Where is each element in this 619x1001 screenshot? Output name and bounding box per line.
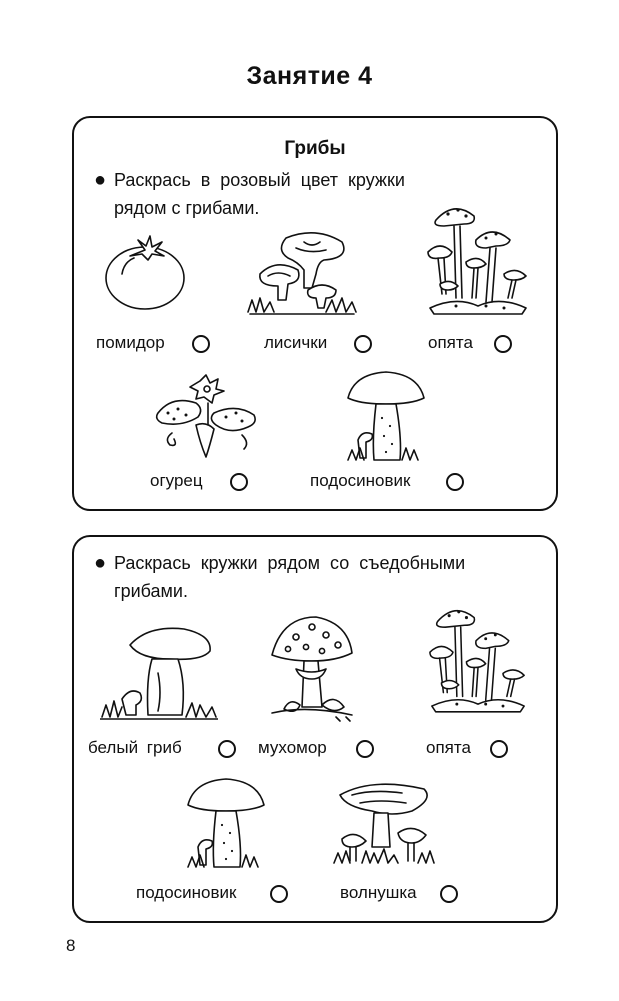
- instruction-line-1: Раскрась кружки рядом со съедобными: [114, 553, 466, 573]
- answer-circle-chanterelle[interactable]: [354, 335, 372, 353]
- answer-circle-cucumber[interactable]: [230, 473, 248, 491]
- item-label: помидор: [96, 333, 165, 352]
- instruction: [94, 549, 466, 605]
- instruction: [94, 166, 405, 222]
- answer-circle-fly-agaric[interactable]: [356, 740, 374, 758]
- item-label: опята: [426, 738, 471, 757]
- honey-mushroom-icon: [426, 198, 530, 316]
- chanterelle-icon: [246, 228, 358, 316]
- item-label: мухомор: [258, 738, 327, 757]
- mushrooms-exercise-panel: [72, 116, 558, 511]
- woolly-milkcap-icon: [332, 777, 436, 869]
- answer-circle-honey-mushroom[interactable]: [490, 740, 508, 758]
- instruction-line-2: рядом с грибами.: [114, 198, 260, 218]
- honey-mushroom-icon: [428, 597, 528, 717]
- item-label: лисички: [264, 333, 328, 352]
- page-number: 8: [66, 936, 76, 955]
- porcini-icon: [100, 623, 218, 723]
- instruction-line-1: Раскрась в розовый цвет кружки: [114, 170, 405, 190]
- item-label: белый гриб: [88, 738, 182, 757]
- page-title: Занятие 4: [246, 62, 373, 90]
- item-label: подосиновик: [136, 883, 237, 902]
- answer-circle-orange-cap-boletus[interactable]: [270, 885, 288, 903]
- answer-circle-woolly-milkcap[interactable]: [440, 885, 458, 903]
- answer-circle-porcini[interactable]: [218, 740, 236, 758]
- section-title: Грибы: [284, 138, 346, 159]
- answer-circle-orange-cap-boletus[interactable]: [446, 473, 464, 491]
- fly-agaric-icon: [266, 609, 358, 723]
- edible-mushrooms-exercise-panel: [72, 535, 558, 923]
- bullet-icon: ●: [94, 552, 107, 574]
- bullet-icon: ●: [94, 169, 107, 191]
- answer-circle-honey-mushroom[interactable]: [494, 335, 512, 353]
- item-label: подосиновик: [310, 471, 411, 490]
- instruction-line-2: грибами.: [114, 581, 188, 601]
- item-label: опята: [428, 333, 473, 352]
- item-label: огурец: [150, 471, 203, 490]
- tomato-icon: [102, 234, 188, 312]
- answer-circle-tomato[interactable]: [192, 335, 210, 353]
- orange-cap-boletus-icon: [342, 368, 428, 466]
- orange-cap-boletus-icon: [182, 775, 268, 873]
- cucumber-icon: [152, 373, 264, 465]
- item-label: волнушка: [340, 883, 417, 902]
